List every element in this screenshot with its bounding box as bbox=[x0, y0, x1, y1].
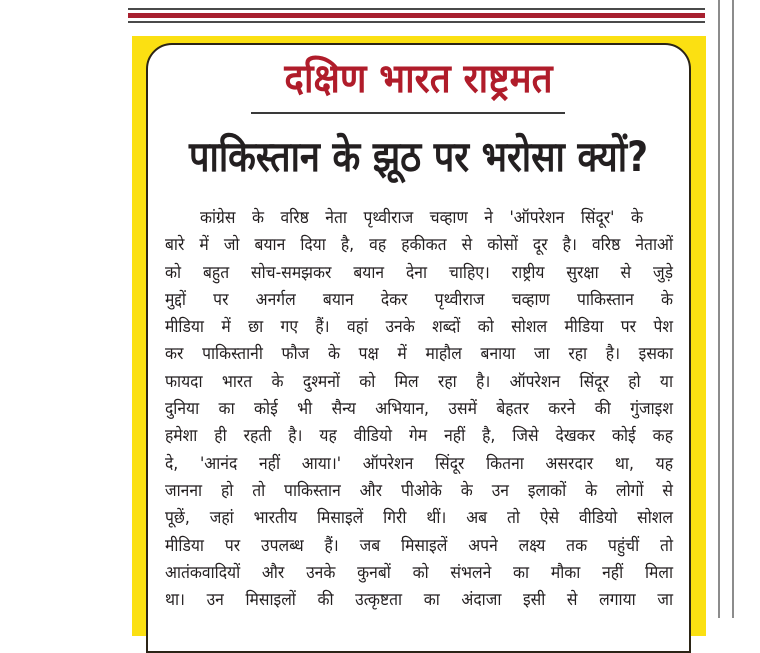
masthead-underline bbox=[251, 112, 565, 114]
body-line: दुनिया का कोई भी सैन्य अभियान, उसमें बेहतर करने की गुंजाइश bbox=[165, 399, 674, 420]
column-divider-left bbox=[718, 0, 720, 618]
body-line: को बहुत सोच-समझकर बयान देना चाहिए। राष्ट्रीय सुरक्षा से जुड़े bbox=[165, 262, 674, 283]
body-line: हमेशा ही रहती है। यह वीडियो गेम नहीं है, जिसे देखकर कोई कह bbox=[165, 426, 674, 447]
body-line: दे, 'आनंद नहीं आया।' ऑपरेशन सिंदूर कितना असरदार था, यह bbox=[165, 453, 674, 474]
article-headline: पाकिस्तान के झूठ पर भरोसा क्यों? bbox=[188, 132, 649, 181]
body-line: मीडिया पर उपलब्ध हैं। जब मिसाइलें अपने लक्ष्य तक पहुंचीं तो bbox=[165, 535, 674, 556]
top-rule-thin-lower bbox=[128, 21, 705, 23]
body-line: कर पाकिस्तानी फौज के पक्ष में माहौल बनाया जा रहा है। इसका bbox=[165, 344, 674, 365]
body-line: मीडिया में छा गए हैं। वहां उनके शब्दों को सोशल मीडिया पर पेश bbox=[165, 317, 674, 338]
article-body bbox=[165, 205, 673, 614]
column-divider-right bbox=[732, 0, 734, 618]
body-line: कांग्रेस के वरिष्ठ नेता पृथ्वीराज चव्हाण ने 'ऑपरेशन सिंदूर' के bbox=[200, 208, 643, 228]
masthead-title: दक्षिण भारत राष्ट्रमत bbox=[284, 56, 553, 102]
top-rule-red bbox=[128, 13, 705, 18]
body-line: मुद्दों पर अनर्गल बयान देकर पृथ्वीराज चव्हाण पाकिस्तान के bbox=[165, 289, 674, 310]
body-line: था। उन मिसाइलों की उत्कृष्टता का अंदाजा इसी से लगाया जा bbox=[165, 590, 674, 611]
body-line: आतंकवादियों और उनके कुनबों को संभलने का मौका नहीं मिला bbox=[165, 562, 674, 583]
body-line: पूछें, जहां भारतीय मिसाइलें गिरी थीं। अब तो ऐसे वीडियो सोशल bbox=[165, 508, 674, 529]
top-rule-thin-upper bbox=[128, 8, 705, 10]
body-line: जानना हो तो पाकिस्तान और पीओके के उन इलाकों के लोगों से bbox=[165, 480, 674, 501]
body-line: फायदा भारत के दुश्मनों को मिल रहा है। ऑपरेशन सिंदूर हो या bbox=[165, 371, 674, 392]
body-line: बारे में जो बयान दिया है, वह हकीकत से कोसों दूर है। वरिष्ठ नेताओं bbox=[165, 235, 674, 256]
